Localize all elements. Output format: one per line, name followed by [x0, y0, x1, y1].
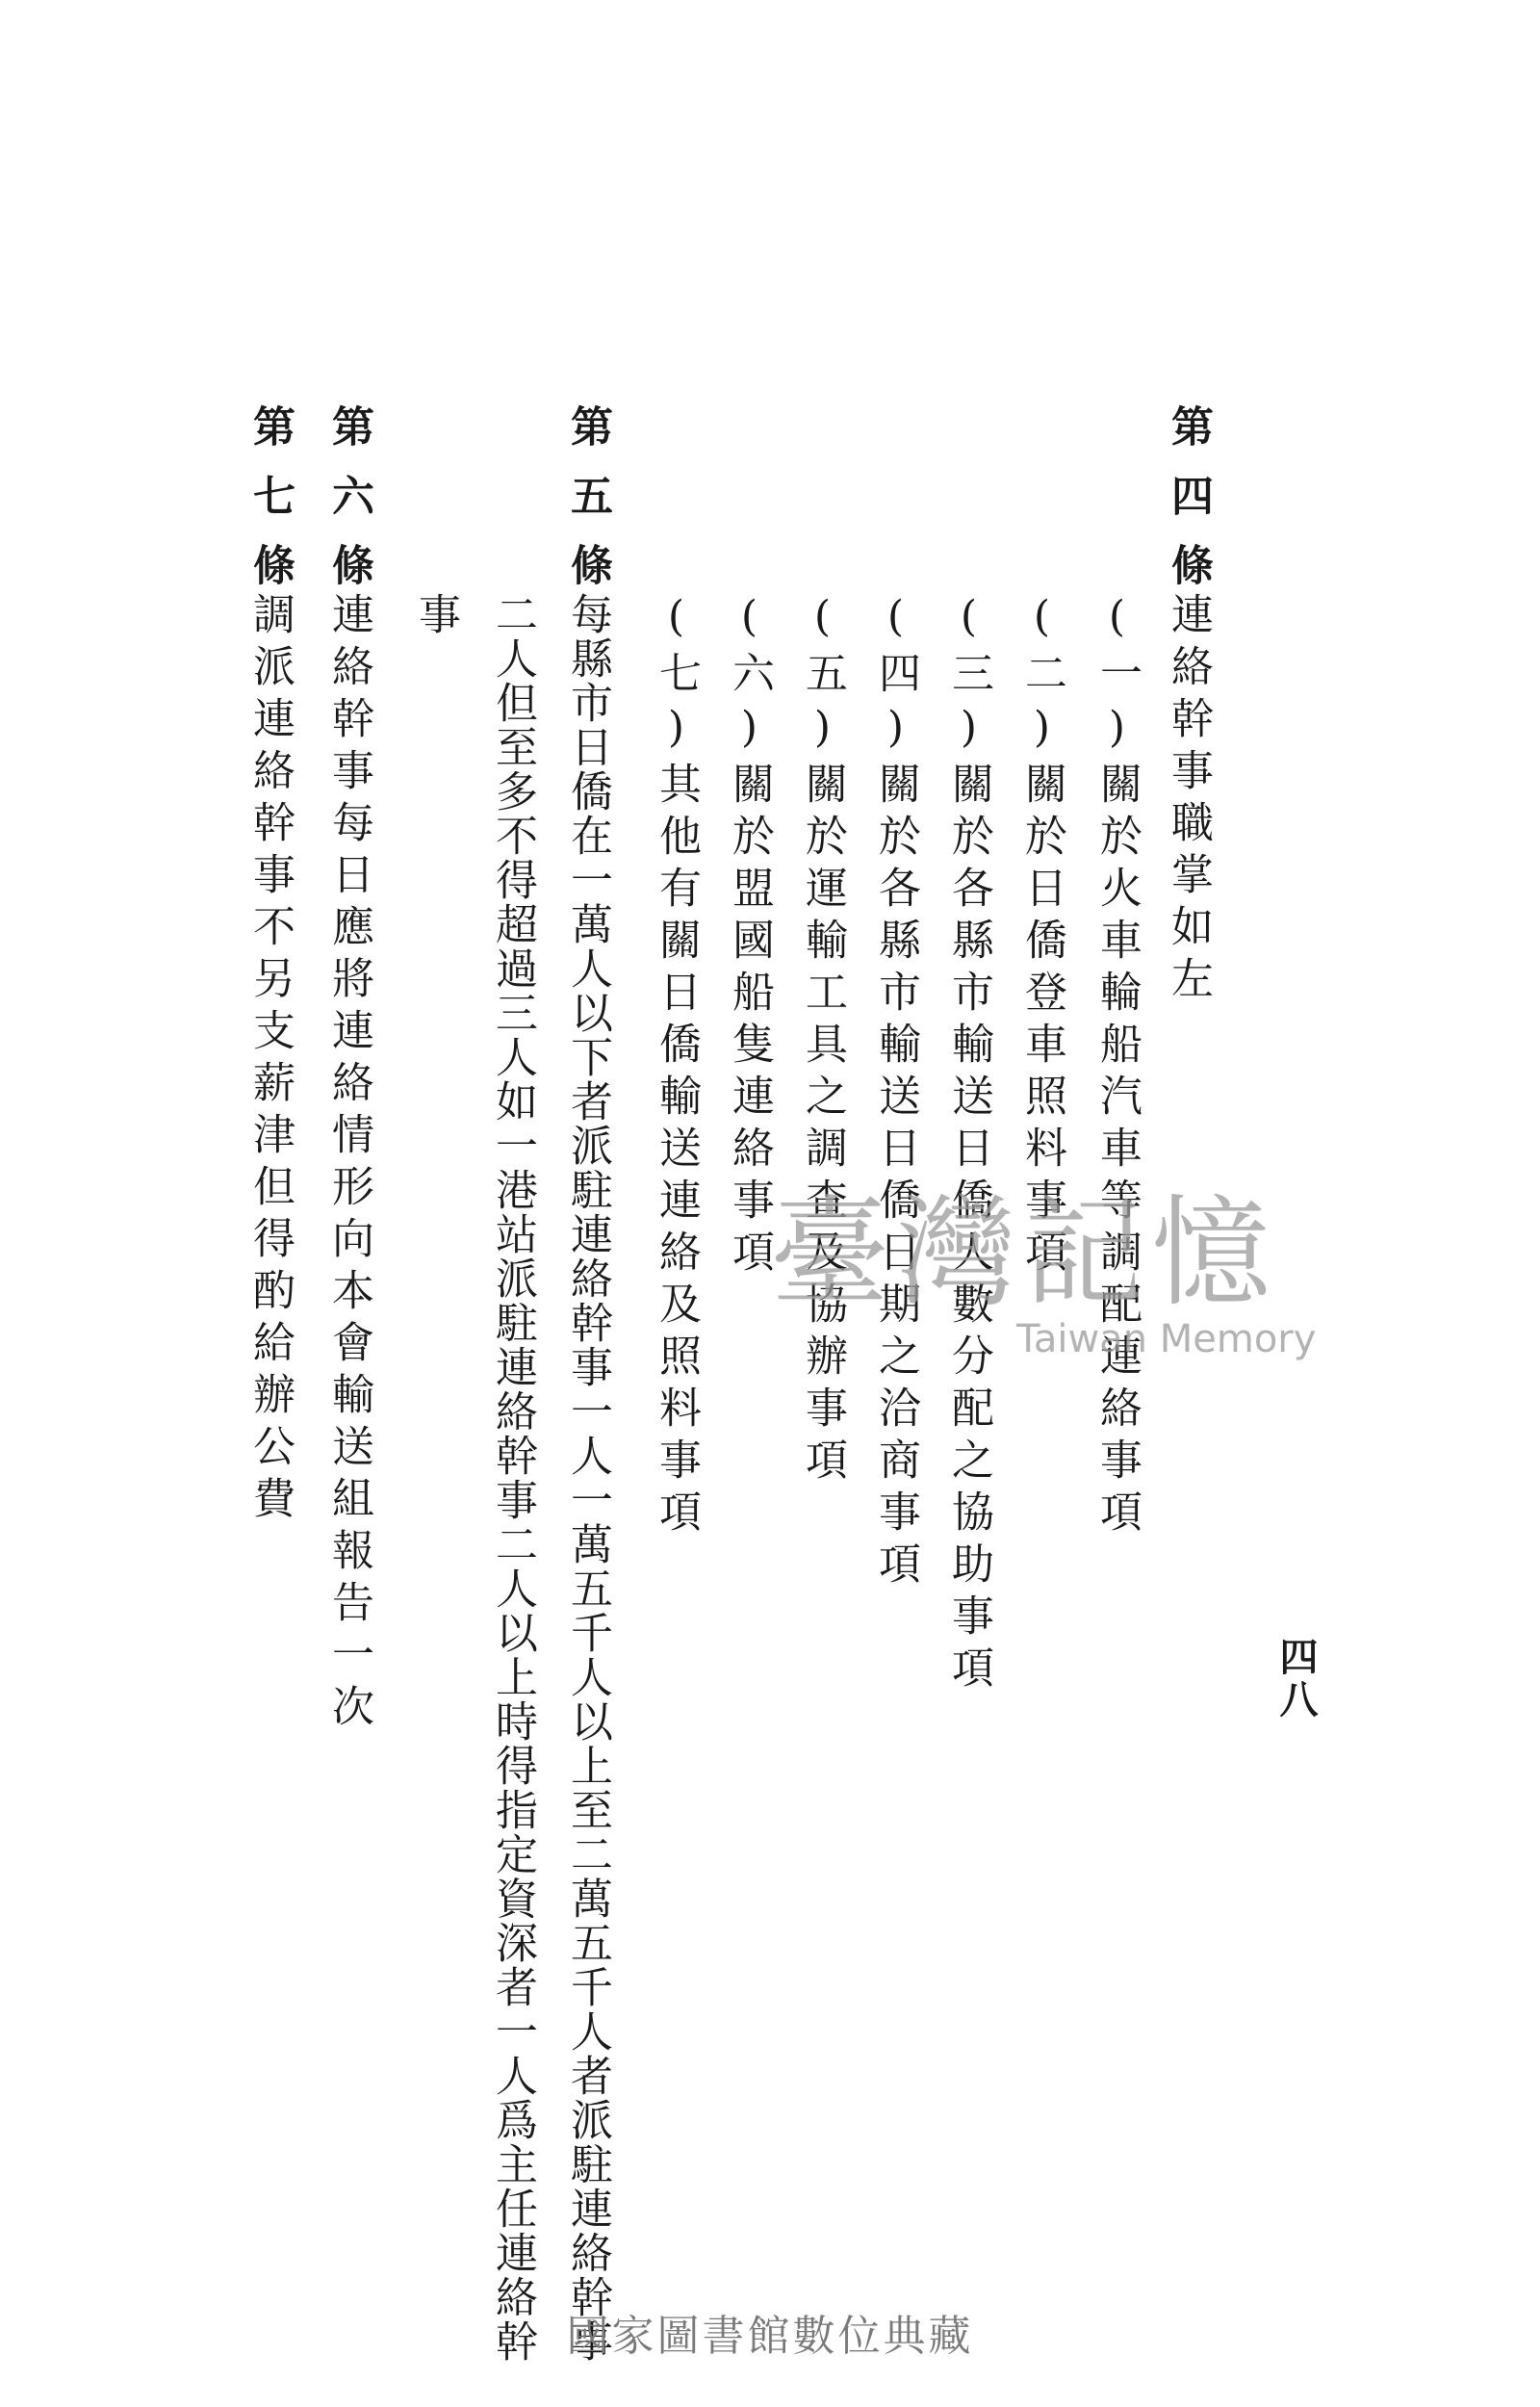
- article-4-intro: 連絡幹事職掌如左: [1164, 592, 1213, 1008]
- watermark-chinese: 臺灣記憶: [770, 1184, 1279, 1323]
- article-4-item-7: (七)其他有關日僑輸送連絡及照料事項: [652, 592, 701, 1541]
- article-5-line-2: 二人但至多不得超過三人如一港站派駐連絡幹事二人以上時得指定資深者一人爲主任連絡幹: [488, 592, 537, 2364]
- article-7-heading: 第七條: [245, 404, 295, 612]
- article-6-heading: 第六條: [324, 404, 373, 612]
- article-7-text: 調派連絡幹事不另支薪津但得酌給辦公費: [245, 592, 295, 1528]
- article-4-item-1: (一)關於火車輪船汽車等調配連絡事項: [1092, 592, 1142, 1541]
- article-4-item-6: (六)關於盟國船隻連絡事項: [725, 592, 774, 1281]
- article-6-text: 連絡幹事每日應將連絡情形向本會輸送組報告一次: [324, 592, 373, 1736]
- article-5-line-3: 事: [411, 592, 460, 644]
- article-4-item-3: (三)關於各縣市輸送日僑人數分配之協助事項: [944, 592, 993, 1697]
- watermark: [770, 1184, 1317, 1361]
- article-4-item-4: (四)關於各縣市輸送日僑日期之洽商事項: [871, 592, 920, 1593]
- article-5-heading: 第五條: [563, 404, 612, 612]
- article-4-item-2: (二)關於日僑登車照料事項: [1017, 592, 1066, 1281]
- footer-credit: 國家圖書館數位典藏: [566, 2312, 974, 2361]
- article-4-heading: 第四條: [1164, 404, 1213, 612]
- article-5-line-1: 每縣市日僑在一萬人以下者派駐連絡幹事一人一萬五千人以上至二萬五千人者派駐連絡幹事: [563, 592, 612, 2364]
- article-4-item-5: (五)關於運輸工具之調查及協辦事項: [798, 592, 847, 1489]
- watermark-english: Taiwan Memory: [1016, 1317, 1317, 1361]
- page-number: 四八: [1273, 1637, 1319, 1721]
